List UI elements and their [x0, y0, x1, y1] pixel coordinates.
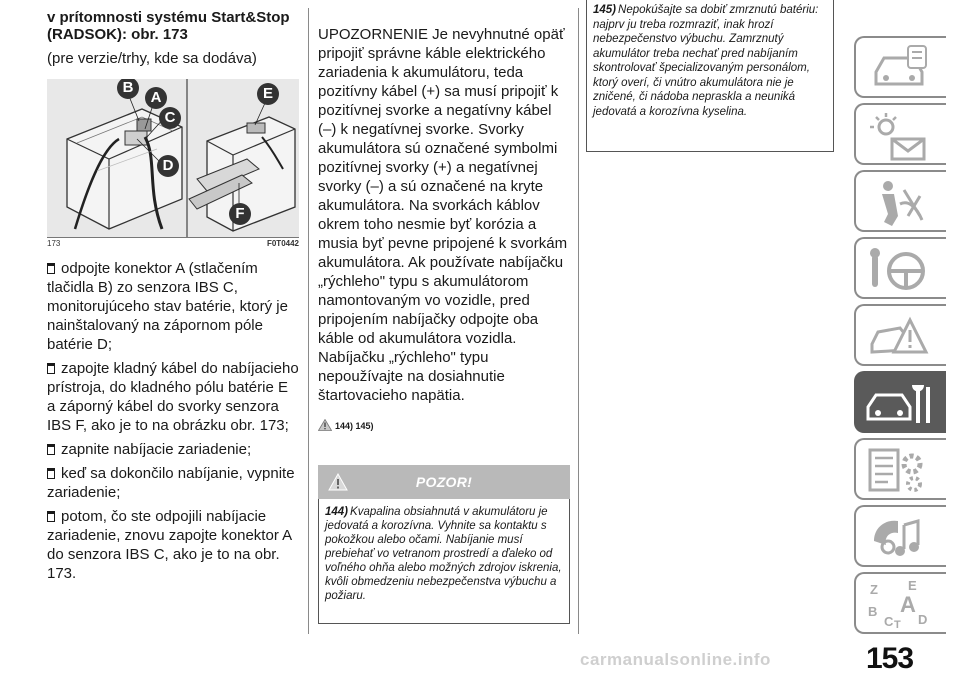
figure-label-d: D	[157, 155, 179, 177]
index-letter: Z	[870, 582, 878, 597]
heading-line-1: v prítomnosti systému Start&Stop	[47, 9, 290, 26]
sidebar-tab-technical-data[interactable]	[854, 438, 946, 500]
sidebar-tab-multimedia[interactable]	[854, 505, 946, 567]
page-number: 153	[866, 642, 914, 675]
list-item: zapnite nabíjacie zariadenie;	[47, 440, 299, 459]
warning-references: 144) 145)	[318, 419, 570, 431]
safety-seatbelt-icon	[864, 176, 934, 230]
note-number: 145)	[593, 4, 617, 16]
warning-title: POZOR!	[415, 474, 473, 490]
index-letter: E	[908, 578, 917, 593]
sidebar-tab-emergency[interactable]	[854, 304, 946, 366]
emergency-crash-icon	[864, 310, 934, 364]
technical-data-icon	[864, 444, 934, 498]
list-item: zapojte kladný kábel do nabíjacieho prístroja, do kladného pólu batérie E a záporný kábel do svorky senzora IBS F, ako je to na obrázku obr. 173;	[47, 360, 299, 434]
sidebar-tab-maintenance[interactable]	[854, 371, 946, 433]
index-letter: A	[900, 592, 916, 617]
multimedia-icon	[864, 511, 934, 565]
sidebar-tab-safety[interactable]	[854, 170, 946, 232]
index-letter: D	[918, 612, 928, 627]
sidebar-tab-warning-lights[interactable]	[854, 103, 946, 165]
warning-note-box	[586, 0, 834, 152]
figure-label-a: A	[145, 87, 167, 109]
battery-figure	[47, 79, 299, 237]
column-divider	[578, 8, 579, 634]
index-letters-icon	[864, 578, 934, 632]
warning-text: Kvapalina obsiahnutá v akumulátoru je jedovatá a korozívna. Vyhnite sa kontaktu s pokožkou alebo očami. Nabíjanie musí prebiehať vo vetranom prostredí a ďaleko od voľného ohňa alebo možných zdrojov iskrenia, kvôli obmedzeniu nebezpečenstva výbuchu a požiaru.	[325, 506, 562, 602]
column-divider	[308, 8, 309, 634]
car-service-icon	[864, 377, 934, 431]
figure-code: F0T0442	[266, 239, 299, 248]
figure-label-f: F	[229, 203, 251, 225]
list-item: keď sa dokončilo nabíjanie, vypnite zariadenie;	[47, 465, 295, 501]
caution-paragraph: UPOZORNENIE Je nevyhnutné opäť pripojiť správne káble elektrického zariadenia k akumulátoru, teda pozitívny kábel (+) sa musí pripojiť k pozitívnej svorke a negatívny kábel (–) k negatívnej svorke. Svorky akumulátora sú označené symbolmi pozitívnej svorky (+) a negatívnej svorky (–) a sú označené na kryte akumulátora. Na svorkách káblov okrem toho nesmie byť korózia a musia byť pevne pripojené k svorkám akumulátora. Ak používate nabíjačku „rýchleho" typu s akumulátorom namontovaným vo vozidle, pred pripojením nabíjačky odpojte oba káble od akumulátora vozidla. Nabíjačku „rýchleho" typu nepoužívajte na dosiahnutie štartovacieho napätia.	[318, 26, 568, 404]
column-1	[47, 0, 299, 583]
column-2	[318, 0, 570, 624]
warning-box	[318, 499, 570, 624]
list-item: potom, čo ste odpojili nabíjacie zariadenie, znovu zapojte konektor A do senzora IBS C, ako je to na obr. 173.	[47, 508, 292, 582]
section-heading	[47, 9, 299, 43]
instruction-list	[47, 259, 299, 583]
warning-number: 144)	[325, 506, 349, 518]
car-dashboard-icon	[864, 42, 934, 96]
heading-line-2: (RADSOK): obr. 173	[47, 26, 188, 43]
watermark: carmanualsonline.info	[580, 650, 771, 669]
steering-wheel-icon	[864, 243, 934, 297]
figure-label-c: C	[159, 107, 181, 129]
sidebar-tab-starting-driving[interactable]	[854, 237, 946, 299]
warning-header	[318, 465, 570, 499]
figure-caption	[47, 237, 299, 249]
bullet-box-icon	[47, 363, 55, 374]
index-letter: T	[894, 619, 901, 631]
figure-label-e: E	[257, 83, 279, 105]
bullet-box-icon	[47, 444, 55, 455]
note-text: Nepokúšajte sa dobiť zmrznutú batériu: najprv ju treba rozmraziť, inak hrozí nebezpečenstvo výbuchu. Zamrznutý akumulátor treba nechať pred nabíjaním skontrolovať špecializovaným personálom, ktorý overí, či vnútro akumulátora nie je zničené, či nádoba nepraskla a neuniká jedovatá a korozívna kyselina.	[593, 4, 819, 118]
bullet-box-icon	[47, 511, 55, 522]
warning-triangle-icon	[318, 419, 332, 431]
sidebar-tab-dashboard[interactable]	[854, 36, 946, 98]
figure-label-b: B	[117, 79, 139, 99]
column-3	[586, 0, 834, 152]
index-letter: B	[868, 604, 878, 619]
figure-number: 173	[47, 239, 61, 248]
list-item: odpojte konektor A (stlačením tlačidla B) zo senzora IBS C, monitorujúceho stav batérie, ktorý je nainštalovaný na zápornom póle batérie D;	[47, 260, 288, 353]
warning-lights-icon	[864, 109, 934, 163]
availability-note: (pre verzie/trhy, kde sa dodáva)	[47, 50, 257, 67]
bullet-box-icon	[47, 468, 55, 479]
index-letter: C	[884, 614, 894, 629]
bullet-box-icon	[47, 263, 55, 274]
sidebar-tab-index[interactable]	[854, 572, 946, 634]
